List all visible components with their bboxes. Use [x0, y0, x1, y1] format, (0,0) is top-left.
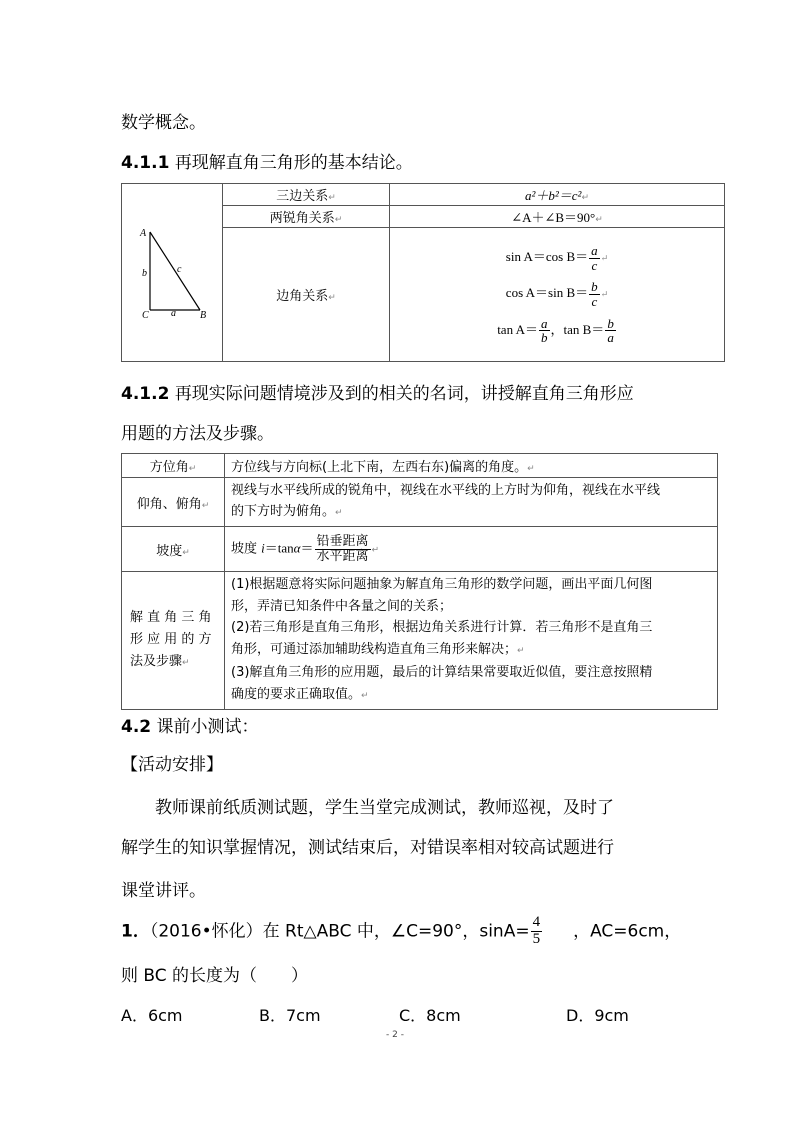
method-step2-line1: (2)若三角形是直角三角形，根据边角关系进行计算．若三角形不是直角三	[231, 620, 653, 635]
slope-i: i	[261, 540, 265, 556]
activity-text-line3: 课堂讲评。	[121, 881, 206, 901]
tanA-frac-den: b	[541, 330, 548, 346]
method-label-line2: 形 应 用 的 方	[130, 632, 212, 647]
slope-frac-num: 铅垂距离	[316, 533, 369, 549]
elevation-label-cell: 仰角、俯角↵	[122, 478, 225, 527]
tanB-formula-left: ，tan B＝	[550, 321, 605, 337]
question-stem-part1: （2016•怀化）在 Rt△ABC 中，∠C=90°，sinA=	[149, 921, 530, 942]
method-step1-line1: (1)根据题意将实际问题抽象为解直角三角形的数学问题，画出平面几何图	[231, 577, 653, 592]
elevation-value-cell: 视线与水平线所成的锐角中，视线在水平线的上方时为仰角，视线在水平线 的下方时为俯角。↵	[225, 478, 718, 527]
question-number: 1．	[121, 921, 150, 942]
side-relation-value-cell: a²＋b²＝c²↵	[390, 184, 725, 206]
sin-formula: sin A＝cos B＝ $\frac{a}{c}$ ↵	[505, 243, 609, 273]
acute-angle-value-cell: ∠A＋∠B＝90°↵	[390, 206, 725, 228]
activity-text-line1: 教师课前纸质测试题，学生当堂完成测试，教师巡视，及时了	[155, 798, 614, 818]
side-label-c: c	[177, 264, 182, 275]
cos-formula-left: cos A＝sin B＝	[505, 285, 589, 301]
cos-frac-den: c	[591, 294, 598, 309]
activity-text-line2: 解学生的知识掌握情况，测试结束后，对错误率相对较高试题进行	[121, 838, 614, 858]
section-title: 课前小测试：	[156, 717, 259, 737]
slope-tan: ＝tan	[264, 540, 294, 556]
side-label-a: a	[171, 308, 176, 319]
method-label-line3: 法及步骤	[130, 654, 183, 669]
slope-alpha: α	[293, 540, 301, 556]
option-d: D．9cm	[566, 1006, 629, 1025]
option-a: A．6cm	[121, 1006, 183, 1025]
method-steps-cell: (1)根据题意将实际问题抽象为解直角三角形的数学问题，画出平面几何图 形，弄清已知条件中各量之间的关系； (2)若三角形是直角三角形，根据边角关系进行计算．若三角形不是直角三 角形，可通过添加辅助线构造直角三角形来解决；↵ (3)解直角三角形的应用题，最后的计算结果常要取近似值，要注意按照精 确度的要求正确取值。↵	[225, 572, 718, 710]
question-1-line2: 则 BC 的长度为（ ）	[121, 966, 309, 986]
elevation-definition-line2: 的下方时为俯角。	[231, 504, 336, 519]
section-number: 4.1.2	[121, 384, 170, 404]
tan-formula	[390, 317, 724, 345]
bearing-value-cell: 方位线与方向标(上北下南，左西右东)偏离的角度。↵	[225, 454, 718, 478]
terms-and-method-table	[121, 453, 718, 710]
side-relation-label-cell: 三边关系↵	[223, 184, 390, 206]
side-angle-value-cell	[390, 228, 725, 362]
option-b: B．7cm	[259, 1006, 321, 1025]
slope-label: 坡度	[156, 543, 183, 559]
cos-frac-num: b	[591, 279, 598, 295]
option-c: C．8cm	[399, 1006, 461, 1025]
question-stem-part2: ，AC=6cm，	[573, 921, 682, 942]
intro-tail-text: 数学概念。	[121, 113, 206, 133]
section-title: 再现解直角三角形的基本结论。	[174, 153, 413, 173]
side-angle-label-cell: 边角关系↵	[223, 228, 390, 362]
vertex-label-c: C	[142, 310, 149, 321]
sin-frac-num: a	[591, 243, 598, 259]
acute-angle-label: 两锐角关系	[269, 211, 335, 226]
bearing-label-cell: 方位角↵	[122, 454, 225, 478]
tanB-frac-den: a	[607, 330, 614, 346]
section-4-1-2-heading	[121, 379, 634, 404]
right-triangle-conclusions-table	[121, 183, 725, 362]
activity-heading: 【活动安排】	[121, 755, 223, 775]
slope-frac-den: 水平距离	[316, 548, 369, 564]
vertex-label-b: B	[200, 310, 207, 321]
section-number: 4.2	[121, 717, 152, 737]
section-4-2-heading	[121, 712, 259, 737]
method-step2-line2: 角形，可通过添加辅助线构造直角三角形来解决；	[231, 641, 518, 657]
triangle-figure-cell	[122, 184, 223, 362]
acute-angle-label-cell: 两锐角关系↵	[223, 206, 390, 228]
acute-angle-formula: ∠A＋∠B＝90°	[511, 210, 596, 225]
right-triangle-figure	[122, 184, 222, 362]
side-angle-label: 边角关系	[276, 289, 329, 304]
elevation-definition-line1: 视线与水平线所成的锐角中，视线在水平线的上方时为仰角，视线在水平线	[231, 483, 661, 498]
question-frac-num: 4	[532, 914, 541, 930]
sin-formula-left: sin A＝cos B＝	[505, 249, 589, 265]
elevation-label: 仰角、俯角	[136, 496, 202, 512]
method-label-line1: 解 直 角 三 角	[130, 610, 212, 625]
tanA-frac-num: a	[541, 315, 548, 331]
vertex-label-a: A	[140, 228, 147, 239]
section-number: 4.1.1	[121, 153, 170, 173]
section-4-1-1-heading	[121, 148, 413, 173]
bearing-definition: 方位线与方向标(上北下南，左西右东)偏离的角度。	[231, 460, 528, 475]
cos-formula: cos A＝sin B＝ $\frac{b}{c}$ ↵	[505, 279, 609, 309]
section-title-line2: 用题的方法及步骤。	[121, 424, 274, 444]
method-label-cell: 解 直 角 三 角 形 应 用 的 方 法及步骤↵	[122, 572, 225, 710]
side-label-b: b	[142, 268, 147, 279]
slope-prefix: 坡度	[231, 541, 262, 557]
method-step3-line2: 确度的要求正确取值。	[231, 686, 362, 702]
sin-frac-den: c	[591, 257, 598, 273]
question-1-line1	[121, 915, 681, 948]
method-step3-line1: (3)解直角三角形的应用题，最后的计算结果常要取近似值，要注意按照精	[231, 665, 653, 680]
method-step1-line2: 形，弄清已知条件中各量之间的关系；	[231, 598, 453, 614]
tanA-formula-left: tan A＝	[497, 321, 538, 337]
slope-value-cell: 坡度 i＝tanα＝ $\frac{\text{铅垂距离}}{\text{水平距离}}$ ↵	[225, 527, 718, 572]
slope-label-cell: 坡度↵	[122, 527, 225, 572]
question-frac-den: 5	[532, 930, 541, 947]
side-relation-label: 三边关系	[276, 189, 329, 204]
tanB-frac-num: b	[607, 315, 614, 331]
section-title-line1: 再现实际问题情境涉及到的相关的名词，讲授解直角三角形应	[174, 384, 634, 404]
slope-equals: ＝	[300, 541, 314, 557]
side-relation-formula: a²＋b²＝c²	[524, 188, 582, 203]
bearing-label: 方位角	[149, 460, 189, 475]
page-number: - 2 -	[386, 1030, 404, 1040]
